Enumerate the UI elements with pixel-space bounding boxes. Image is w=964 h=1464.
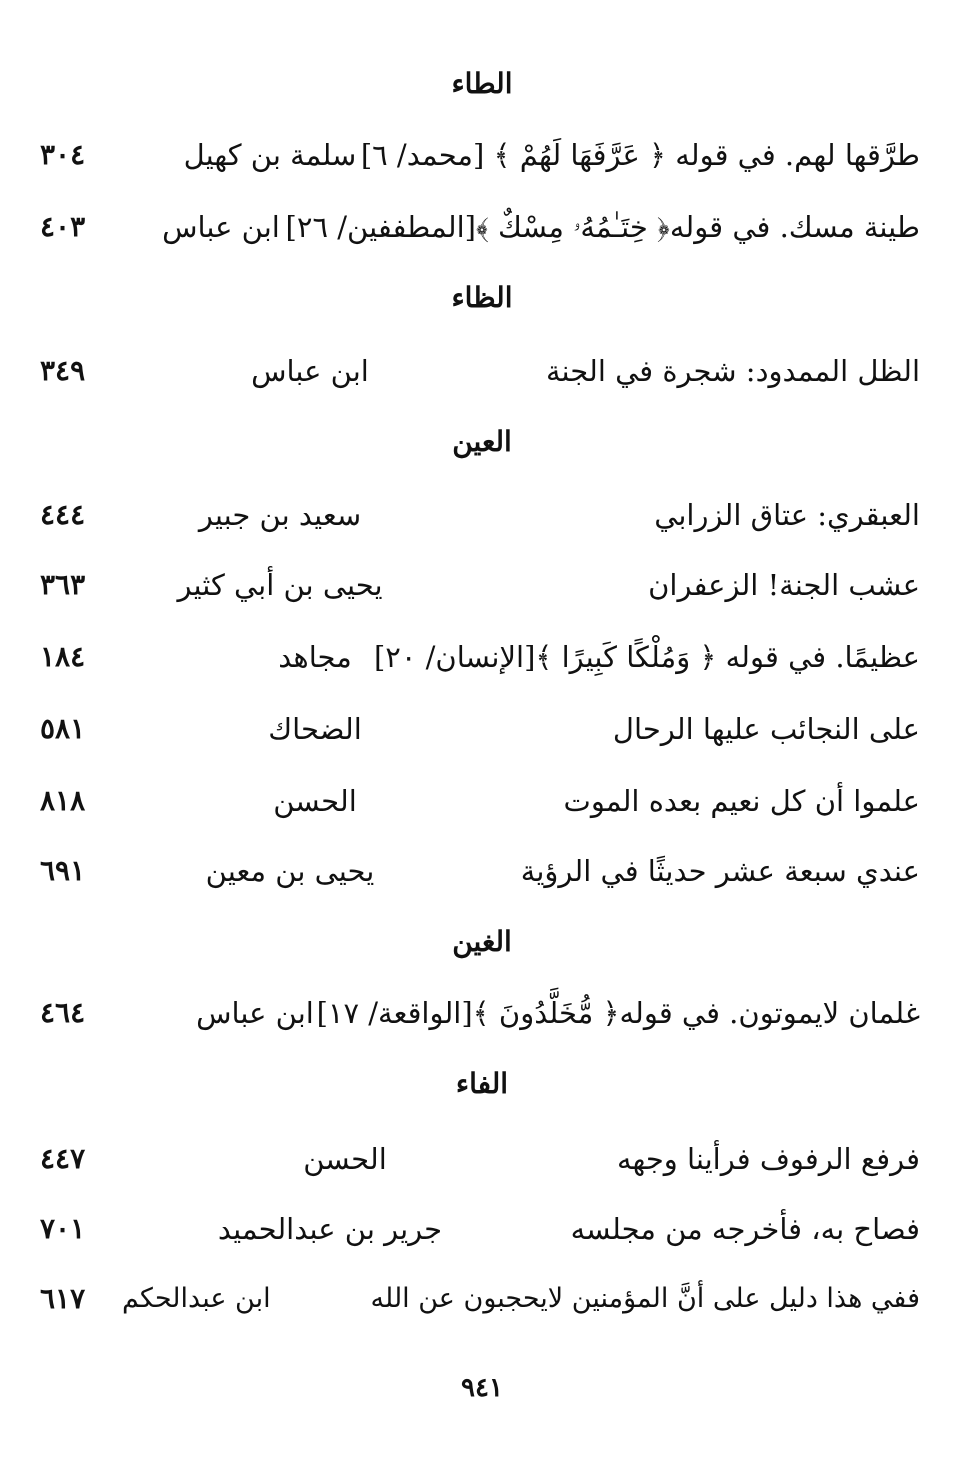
entry-narrator: الحسن — [303, 1142, 387, 1176]
entry-narrator: يحيى بن معين — [205, 854, 375, 888]
entry-page-number: ٣٤٩ — [40, 354, 86, 387]
index-entry — [40, 1274, 920, 1324]
index-entry — [40, 704, 920, 754]
entry-page-number: ٤٠٣ — [40, 210, 86, 243]
index-entry — [40, 1134, 920, 1184]
entry-narrator: ابن عباس — [162, 210, 280, 244]
entry-narrator: ابن عباس — [251, 354, 369, 388]
index-entry — [40, 846, 920, 896]
entry-narrator: مجاهد — [278, 640, 352, 674]
section-heading-fa: الفاء — [455, 1067, 509, 1100]
entry-page-number: ٤٦٤ — [40, 996, 86, 1029]
entry-narrator: الحسن — [273, 784, 357, 818]
entry-page-number: ٤٤٧ — [40, 1142, 86, 1175]
entry-page-number: ٤٤٤ — [40, 498, 86, 531]
entry-narrator: سلمة بن كهيل — [183, 138, 357, 172]
entry-narrator: ابن عبدالحكم — [122, 1283, 271, 1314]
entry-phrase: علموا أن كل نعيم بعده الموت — [563, 784, 920, 818]
entry-narrator: الضحاك — [268, 712, 362, 746]
entry-phrase: غلمان لايموتون. في قوله﴿ مُّخَلَّدُونَ ﴾[الواقعة/ ١٧] — [316, 996, 920, 1030]
entry-phrase: فرفع الرفوف فرأينا وجهه — [616, 1142, 920, 1176]
entry-phrase: الظل الممدود: شجرة في الجنة — [545, 354, 920, 388]
index-entry — [40, 130, 920, 180]
entry-page-number: ٥٨١ — [40, 712, 86, 745]
index-entry — [40, 202, 920, 252]
entry-phrase: على النجائب عليها الرحال — [612, 712, 920, 746]
entry-narrator: جرير بن عبدالحميد — [217, 1212, 443, 1246]
entry-phrase: العبقري: عتاق الزرابي — [654, 498, 920, 532]
index-entry — [40, 988, 920, 1038]
entry-phrase: عندي سبعة عشر حديثًا في الرؤية — [520, 854, 920, 888]
entry-phrase: ففي هذا دليل على أنَّ المؤمنين لايحجبون عن الله — [370, 1283, 920, 1314]
index-entry — [40, 346, 920, 396]
section-heading-dha: الظاء — [451, 281, 513, 314]
entry-narrator: ابن عباس — [196, 996, 314, 1030]
section-heading-ayn: العين — [452, 425, 512, 458]
entry-narrator: يحيى بن أبي كثير — [177, 568, 383, 602]
entry-page-number: ٦٩١ — [40, 854, 86, 887]
entry-page-number: ٦١٧ — [40, 1282, 86, 1315]
entry-page-number: ٣٠٤ — [40, 138, 86, 171]
index-entry — [40, 490, 920, 540]
index-entry — [40, 1204, 920, 1254]
index-entry — [40, 776, 920, 826]
entry-narrator: سعيد بن جبير — [198, 498, 362, 532]
entry-page-number: ١٨٤ — [40, 640, 86, 673]
entry-phrase: عظيمًا. في قوله ﴿ وَمُلْكًا كَبِيرًا ﴾[الإنسان/ ٢٠] — [373, 640, 920, 674]
index-entry — [40, 560, 920, 610]
entry-phrase: طرَّقها لهم. في قوله ﴿ عَرَّفَهَا لَهُمْ ﴾ [محمد/ ٦] — [360, 138, 920, 172]
index-entry — [40, 632, 920, 682]
entry-page-number: ٣٦٣ — [40, 568, 86, 601]
entry-page-number: ٧٠١ — [40, 1212, 86, 1245]
entry-phrase: عشب الجنة! الزعفران — [648, 568, 920, 602]
page-number: ٩٤١ — [461, 1373, 503, 1403]
entry-phrase: طينة مسك. في قوله﴿ خِتَـٰمُهُۥ مِسْكٌ ﴾[المطففين/ ٢٦] — [285, 210, 920, 244]
section-heading-ghayn: الغين — [452, 925, 512, 958]
entry-page-number: ٨١٨ — [40, 784, 86, 817]
section-heading-ta: الطاء — [451, 67, 513, 100]
entry-phrase: فصاح به، فأخرجه من مجلسه — [570, 1212, 920, 1246]
